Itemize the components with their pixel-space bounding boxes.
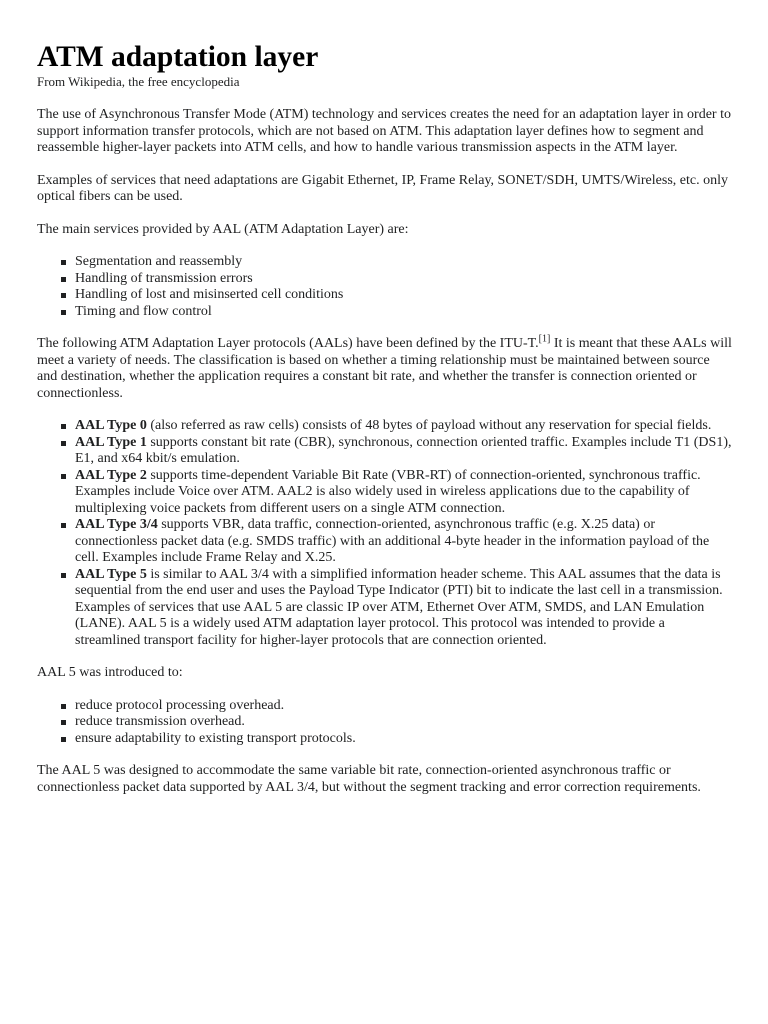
list-item	[75, 418, 732, 435]
aal-type-desc: supports time-dependent Variable Bit Rate (VBR-RT) of connection-oriented, synchronous traffic. Examples include Voice over ATM. AAL2 is also widely used in wireless applications due to the capability of multiplexing voice packets from different users on a single ATM connection.	[75, 467, 701, 516]
protocols-paragraph	[37, 333, 732, 402]
list-item: ensure adaptability to existing transport protocols.	[75, 731, 732, 748]
list-item: Handling of transmission errors	[75, 271, 732, 288]
aal-type-desc: supports constant bit rate (CBR), synchronous, connection oriented traffic. Examples include T1 (DS1), E1, and x64 kbit/s emulation.	[75, 434, 732, 466]
aal-types-list	[37, 418, 732, 649]
list-item: reduce transmission overhead.	[75, 714, 732, 731]
services-intro: The main services provided by AAL (ATM Adaptation Layer) are:	[37, 221, 409, 237]
aal-type-desc: supports VBR, data traffic, connection-oriented, asynchronous traffic (e.g. X.25 data) or connectionless packet data (e.g. SMDS traffic) with an additional 4-byte header in the information payload of the cell. Examples include Frame Relay and X.25.	[75, 517, 710, 565]
reference-link[interactable]: [1]	[538, 333, 551, 345]
aal-type-name: AAL Type 3/4	[75, 517, 158, 532]
list-item: Timing and flow control	[75, 304, 732, 321]
aal-type-name: AAL Type 1	[75, 434, 147, 450]
page-subtitle: From Wikipedia, the free encyclopedia	[37, 74, 240, 89]
protocols-text-b: It is meant that these AALs will meet a variety of needs. The classification is based on whether a timing relationship must be maintained between source and destination, whether the application requires a constant bit rate, and whether the transfer is connection oriented or connectionless.	[37, 336, 732, 401]
aal-type-desc: is similar to AAL 3/4 with a simplified information header scheme. This AAL assumes that the data is sequential from the end user and uses the Payload Type Indicator (PTI) bit to indicate the last cell in a transmission. Examples of services that use AAL 5 are classic IP over ATM, Ethernet Over ATM, SMDS, and LAN Emulation (LANE). AAL 5 is a widely used ATM adaptation layer protocol. This protocol was intended to provide a streamlined transport facility for higher-layer protocols that are connection oriented.	[75, 566, 723, 648]
aal5-goals-list	[37, 698, 732, 748]
intro-paragraph: The use of Asynchronous Transfer Mode (ATM) technology and services creates the need for an adaptation layer in order to support information transfer protocols, which are not based on ATM. This adaptation layer defines how to segment and reassemble higher-layer packets into ATM cells, and how to handle various transmission aspects in the ATM layer.	[37, 107, 731, 155]
list-item	[75, 517, 732, 567]
services-list	[37, 254, 732, 320]
aal-type-name: AAL Type 5	[75, 566, 147, 582]
protocols-text-a: The following ATM Adaptation Layer protocols (AALs) have been defined by the ITU-T.	[37, 336, 539, 351]
list-item: Handling of lost and misinserted cell conditions	[75, 287, 732, 304]
list-item	[75, 435, 732, 468]
aal5-intro: AAL 5 was introduced to:	[37, 665, 183, 680]
list-item	[75, 567, 732, 650]
list-item	[75, 468, 732, 518]
list-item: reduce protocol processing overhead.	[75, 698, 732, 715]
list-item: Segmentation and reassembly	[75, 254, 732, 271]
aal-type-name: AAL Type 2	[75, 467, 147, 483]
aal-type-name: AAL Type 0	[75, 418, 147, 433]
examples-paragraph: Examples of services that need adaptations are Gigabit Ethernet, IP, Frame Relay, SONET/SDH, UMTS/Wireless, etc. only optical fibers can be used.	[37, 172, 728, 204]
aal-type-desc: (also referred as raw cells) consists of 48 bytes of payload without any reservation for special fields.	[146, 418, 712, 433]
page-title: ATM adaptation layer	[37, 41, 319, 73]
conclusion-paragraph: The AAL 5 was designed to accommodate the same variable bit rate, connection-oriented asynchronous traffic or connectionless packet data supported by AAL 3/4, but without the segment tracking and error correction requirements.	[37, 763, 701, 795]
